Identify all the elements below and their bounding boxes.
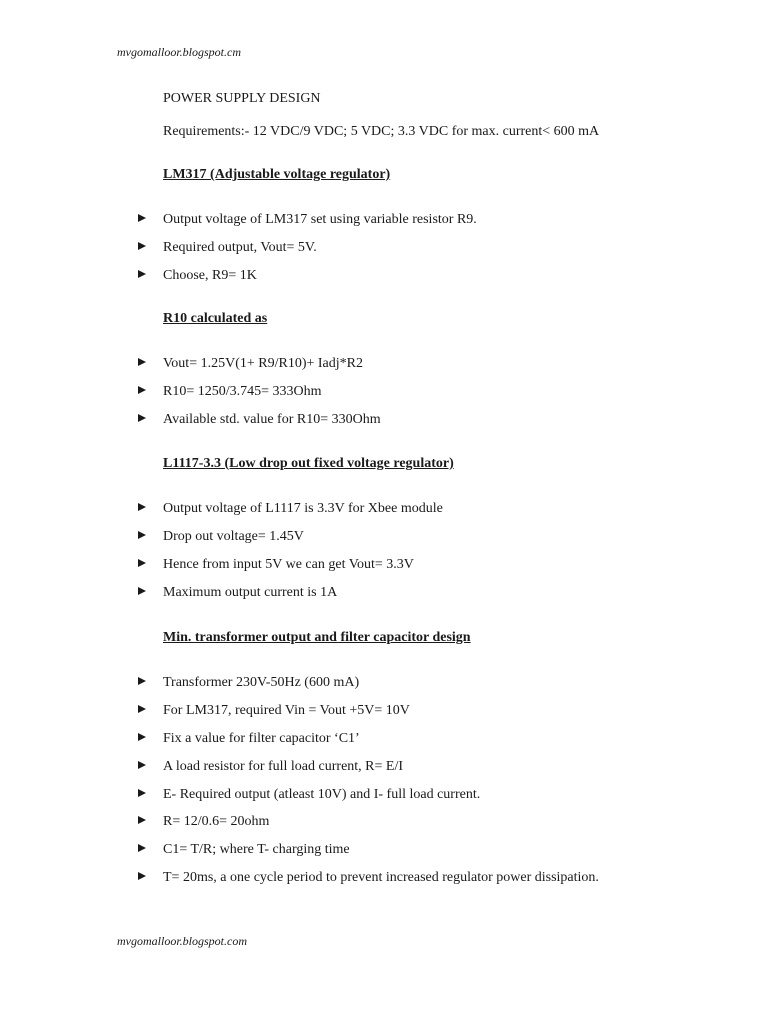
bullet-arrow-icon <box>138 733 146 741</box>
section-heading-l1117: L1117-3.3 (Low drop out fixed voltage regulator) <box>163 456 454 471</box>
list-item: R10= 1250/3.745= 333Ohm <box>138 384 322 400</box>
bullet-arrow-icon <box>138 559 146 567</box>
list-item: For LM317, required Vin = Vout +5V= 10V <box>138 703 410 719</box>
bullet-arrow-icon <box>138 531 146 539</box>
bullet-arrow-icon <box>138 844 146 852</box>
bullet-arrow-icon <box>138 270 146 278</box>
list-item: Output voltage of LM317 set using variable resistor R9. <box>138 212 477 228</box>
bullet-arrow-icon <box>138 358 146 366</box>
list-item: A load resistor for full load current, R= E/I <box>138 759 403 775</box>
page-footer: mvgomalloor.blogspot.com <box>117 934 247 948</box>
list-item: Hence from input 5V we can get Vout= 3.3V <box>138 557 414 573</box>
list-item: Required output, Vout= 5V. <box>138 240 317 256</box>
bullet-arrow-icon <box>138 214 146 222</box>
list-item: R= 12/0.6= 20ohm <box>138 814 269 830</box>
bullet-arrow-icon <box>138 789 146 797</box>
section-heading-r10: R10 calculated as <box>163 311 268 326</box>
list-item: E- Required output (atleast 10V) and I- full load current. <box>138 787 480 803</box>
bullet-arrow-icon <box>138 414 146 422</box>
list-item: Vout= 1.25V(1+ R9/R10)+ Iadj*R2 <box>138 356 363 372</box>
list-item: T= 20ms, a one cycle period to prevent increased regulator power dissipation. <box>138 870 599 886</box>
list-item: Fix a value for filter capacitor ‘C1’ <box>138 731 360 747</box>
requirements-text: Requirements:- 12 VDC/9 VDC; 5 VDC; 3.3 VDC for max. current< 600 mA <box>163 124 600 139</box>
bullet-arrow-icon <box>138 761 146 769</box>
list-item: Transformer 230V-50Hz (600 mA) <box>138 675 359 691</box>
list-item: Drop out voltage= 1.45V <box>138 529 304 545</box>
bullet-arrow-icon <box>138 587 146 595</box>
list-item: Choose, R9= 1K <box>138 268 257 284</box>
list-item: Maximum output current is 1A <box>138 585 337 601</box>
list-item: Output voltage of L1117 is 3.3V for Xbee module <box>138 501 443 517</box>
bullet-arrow-icon <box>138 386 146 394</box>
page-header: mvgomalloor.blogspot.cm <box>117 45 241 59</box>
section-heading-transformer: Min. transformer output and filter capacitor design <box>163 630 471 645</box>
list-item: Available std. value for R10= 330Ohm <box>138 412 381 428</box>
bullet-arrow-icon <box>138 816 146 824</box>
document-title: POWER SUPPLY DESIGN <box>163 91 321 106</box>
bullet-arrow-icon <box>138 677 146 685</box>
bullet-arrow-icon <box>138 705 146 713</box>
list-item: C1= T/R; where T- charging time <box>138 842 350 858</box>
bullet-arrow-icon <box>138 503 146 511</box>
bullet-arrow-icon <box>138 242 146 250</box>
section-heading-lm317: LM317 (Adjustable voltage regulator) <box>163 167 391 182</box>
bullet-arrow-icon <box>138 872 146 880</box>
